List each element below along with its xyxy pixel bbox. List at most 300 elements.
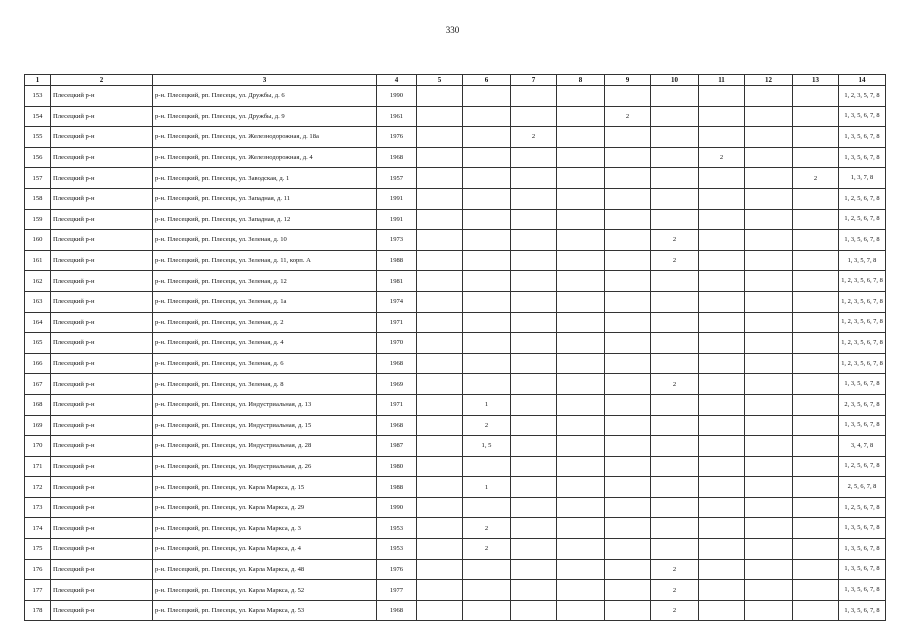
col-13-cell xyxy=(793,271,839,292)
col-11-cell xyxy=(699,168,745,189)
col-9-cell xyxy=(605,477,651,498)
col-5-cell xyxy=(417,518,463,539)
col-10-cell xyxy=(651,415,699,436)
row-number-cell: 169 xyxy=(25,415,51,436)
col-6-cell xyxy=(463,168,511,189)
col-13-cell xyxy=(793,415,839,436)
table-row xyxy=(25,230,886,251)
col-8-cell xyxy=(557,188,605,209)
col-10-cell xyxy=(651,291,699,312)
row-number-cell: 164 xyxy=(25,312,51,333)
table-row xyxy=(25,497,886,518)
table-row xyxy=(25,250,886,271)
col-9-cell xyxy=(605,250,651,271)
col-5-cell xyxy=(417,230,463,251)
table-row xyxy=(25,580,886,601)
col-10-cell xyxy=(651,106,699,127)
col-13-cell xyxy=(793,188,839,209)
col-12-cell xyxy=(745,374,793,395)
col-5-cell xyxy=(417,188,463,209)
col-10-cell xyxy=(651,436,699,457)
col-10-cell xyxy=(651,394,699,415)
col-6-cell xyxy=(463,580,511,601)
table-row xyxy=(25,436,886,457)
col-10-cell xyxy=(651,209,699,230)
table-row xyxy=(25,600,886,621)
col-12-cell xyxy=(745,250,793,271)
col-13-cell xyxy=(793,291,839,312)
district-cell: Плесецкий р-н xyxy=(51,250,153,271)
district-cell: Плесецкий р-н xyxy=(51,456,153,477)
district-cell: Плесецкий р-н xyxy=(51,127,153,148)
col-8-cell xyxy=(557,394,605,415)
col-10-cell xyxy=(651,147,699,168)
column-header: 3 xyxy=(153,75,377,86)
address-cell: р-н. Плесецкий, рп. Плесецк, ул. Зеленая, д. 11, корп. А xyxy=(153,250,377,271)
col-6-cell xyxy=(463,600,511,621)
col-12-cell xyxy=(745,539,793,560)
row-number-cell: 170 xyxy=(25,436,51,457)
district-cell: Плесецкий р-н xyxy=(51,147,153,168)
col-8-cell xyxy=(557,374,605,395)
col-9-cell: 2 xyxy=(605,106,651,127)
address-cell: р-н. Плесецкий, рп. Плесецк, ул. Карла Маркса, д. 53 xyxy=(153,600,377,621)
row-number-cell: 161 xyxy=(25,250,51,271)
col-9-cell xyxy=(605,168,651,189)
district-cell: Плесецкий р-н xyxy=(51,539,153,560)
col-12-cell xyxy=(745,518,793,539)
col-12-cell xyxy=(745,333,793,354)
col-11-cell xyxy=(699,518,745,539)
year-cell: 1968 xyxy=(377,353,417,374)
col-7-cell xyxy=(511,436,557,457)
col-8-cell xyxy=(557,497,605,518)
table-row xyxy=(25,127,886,148)
address-cell: р-н. Плесецкий, рп. Плесецк, ул. Карла Маркса, д. 4 xyxy=(153,539,377,560)
col-8-cell xyxy=(557,86,605,107)
row-number-cell: 153 xyxy=(25,86,51,107)
col-9-cell xyxy=(605,86,651,107)
col-6-cell xyxy=(463,353,511,374)
col-9-cell xyxy=(605,127,651,148)
district-cell: Плесецкий р-н xyxy=(51,436,153,457)
year-cell: 1970 xyxy=(377,333,417,354)
row-number-cell: 158 xyxy=(25,188,51,209)
year-cell: 1977 xyxy=(377,580,417,601)
address-cell: р-н. Плесецкий, рп. Плесецк, ул. Индустриальная, д. 13 xyxy=(153,394,377,415)
codes-cell: 1, 2, 3, 5, 6, 7, 8 xyxy=(839,353,886,374)
table-row xyxy=(25,106,886,127)
year-cell: 1968 xyxy=(377,415,417,436)
col-9-cell xyxy=(605,271,651,292)
col-7-cell xyxy=(511,312,557,333)
table-row xyxy=(25,147,886,168)
year-cell: 1991 xyxy=(377,209,417,230)
column-header: 2 xyxy=(51,75,153,86)
col-6-cell: 1 xyxy=(463,477,511,498)
col-7-cell xyxy=(511,86,557,107)
column-header: 12 xyxy=(745,75,793,86)
col-5-cell xyxy=(417,580,463,601)
table-row xyxy=(25,312,886,333)
table-row xyxy=(25,415,886,436)
col-6-cell xyxy=(463,374,511,395)
col-7-cell xyxy=(511,497,557,518)
address-cell: р-н. Плесецкий, рп. Плесецк, ул. Дружбы, д. 9 xyxy=(153,106,377,127)
col-13-cell xyxy=(793,518,839,539)
year-cell: 1981 xyxy=(377,271,417,292)
col-10-cell: 2 xyxy=(651,230,699,251)
district-cell: Плесецкий р-н xyxy=(51,271,153,292)
col-12-cell xyxy=(745,147,793,168)
row-number-cell: 157 xyxy=(25,168,51,189)
row-number-cell: 159 xyxy=(25,209,51,230)
col-5-cell xyxy=(417,394,463,415)
col-6-cell xyxy=(463,333,511,354)
codes-cell: 1, 3, 7, 8 xyxy=(839,168,886,189)
col-6-cell: 2 xyxy=(463,539,511,560)
col-11-cell xyxy=(699,312,745,333)
col-8-cell xyxy=(557,333,605,354)
col-12-cell xyxy=(745,86,793,107)
col-8-cell xyxy=(557,539,605,560)
row-number-cell: 160 xyxy=(25,230,51,251)
col-5-cell xyxy=(417,86,463,107)
col-10-cell xyxy=(651,477,699,498)
col-11-cell xyxy=(699,106,745,127)
table-row xyxy=(25,168,886,189)
col-11-cell xyxy=(699,230,745,251)
col-6-cell xyxy=(463,127,511,148)
district-cell: Плесецкий р-н xyxy=(51,106,153,127)
year-cell: 1987 xyxy=(377,436,417,457)
col-7-cell xyxy=(511,600,557,621)
table-row xyxy=(25,394,886,415)
col-9-cell xyxy=(605,539,651,560)
year-cell: 1961 xyxy=(377,106,417,127)
col-7-cell xyxy=(511,271,557,292)
address-cell: р-н. Плесецкий, рп. Плесецк, ул. Зеленая, д. 2 xyxy=(153,312,377,333)
table-row xyxy=(25,539,886,560)
col-10-cell xyxy=(651,518,699,539)
col-6-cell xyxy=(463,209,511,230)
col-10-cell xyxy=(651,188,699,209)
address-cell: р-н. Плесецкий, рп. Плесецк, ул. Зеленая, д. 10 xyxy=(153,230,377,251)
table-body xyxy=(25,86,886,621)
col-5-cell xyxy=(417,477,463,498)
col-8-cell xyxy=(557,518,605,539)
col-5-cell xyxy=(417,353,463,374)
row-number-cell: 173 xyxy=(25,497,51,518)
year-cell: 1990 xyxy=(377,86,417,107)
col-5-cell xyxy=(417,539,463,560)
column-header: 13 xyxy=(793,75,839,86)
district-cell: Плесецкий р-н xyxy=(51,477,153,498)
col-5-cell xyxy=(417,436,463,457)
district-cell: Плесецкий р-н xyxy=(51,168,153,189)
codes-cell: 1, 2, 5, 6, 7, 8 xyxy=(839,456,886,477)
row-number-cell: 156 xyxy=(25,147,51,168)
district-cell: Плесецкий р-н xyxy=(51,209,153,230)
col-9-cell xyxy=(605,333,651,354)
col-7-cell xyxy=(511,539,557,560)
col-11-cell xyxy=(699,394,745,415)
col-9-cell xyxy=(605,456,651,477)
address-cell: р-н. Плесецкий, рп. Плесецк, ул. Западная, д. 12 xyxy=(153,209,377,230)
district-cell: Плесецкий р-н xyxy=(51,333,153,354)
col-7-cell xyxy=(511,209,557,230)
table-row xyxy=(25,353,886,374)
codes-cell: 1, 3, 5, 6, 7, 8 xyxy=(839,415,886,436)
column-header: 6 xyxy=(463,75,511,86)
col-11-cell xyxy=(699,600,745,621)
col-6-cell xyxy=(463,250,511,271)
column-header: 1 xyxy=(25,75,51,86)
col-9-cell xyxy=(605,580,651,601)
col-5-cell xyxy=(417,497,463,518)
col-13-cell xyxy=(793,230,839,251)
year-cell: 1988 xyxy=(377,250,417,271)
col-8-cell xyxy=(557,436,605,457)
col-7-cell xyxy=(511,477,557,498)
address-cell: р-н. Плесецкий, рп. Плесецк, ул. Зеленая, д. 8 xyxy=(153,374,377,395)
col-12-cell xyxy=(745,580,793,601)
col-5-cell xyxy=(417,374,463,395)
col-5-cell xyxy=(417,333,463,354)
col-6-cell xyxy=(463,147,511,168)
col-12-cell xyxy=(745,436,793,457)
address-cell: р-н. Плесецкий, рп. Плесецк, ул. Зеленая, д. 4 xyxy=(153,333,377,354)
codes-cell: 1, 2, 3, 5, 6, 7, 8 xyxy=(839,312,886,333)
table-row xyxy=(25,271,886,292)
col-8-cell xyxy=(557,127,605,148)
address-cell: р-н. Плесецкий, рп. Плесецк, ул. Карла Маркса, д. 15 xyxy=(153,477,377,498)
col-11-cell xyxy=(699,374,745,395)
col-13-cell xyxy=(793,353,839,374)
col-13-cell xyxy=(793,600,839,621)
year-cell: 1990 xyxy=(377,497,417,518)
col-7-cell xyxy=(511,168,557,189)
col-13-cell xyxy=(793,86,839,107)
col-8-cell xyxy=(557,456,605,477)
col-6-cell xyxy=(463,497,511,518)
col-12-cell xyxy=(745,559,793,580)
codes-cell: 2, 5, 6, 7, 8 xyxy=(839,477,886,498)
col-12-cell xyxy=(745,106,793,127)
col-9-cell xyxy=(605,415,651,436)
col-12-cell xyxy=(745,168,793,189)
codes-cell: 1, 3, 5, 6, 7, 8 xyxy=(839,127,886,148)
row-number-cell: 166 xyxy=(25,353,51,374)
district-cell: Плесецкий р-н xyxy=(51,291,153,312)
district-cell: Плесецкий р-н xyxy=(51,394,153,415)
year-cell: 1969 xyxy=(377,374,417,395)
col-10-cell xyxy=(651,353,699,374)
col-7-cell: 2 xyxy=(511,127,557,148)
column-header: 8 xyxy=(557,75,605,86)
col-11-cell xyxy=(699,291,745,312)
row-number-cell: 162 xyxy=(25,271,51,292)
col-13-cell xyxy=(793,559,839,580)
district-cell: Плесецкий р-н xyxy=(51,86,153,107)
codes-cell: 1, 3, 5, 6, 7, 8 xyxy=(839,559,886,580)
year-cell: 1973 xyxy=(377,230,417,251)
col-12-cell xyxy=(745,271,793,292)
col-10-cell xyxy=(651,271,699,292)
col-7-cell xyxy=(511,456,557,477)
row-number-cell: 178 xyxy=(25,600,51,621)
col-5-cell xyxy=(417,291,463,312)
col-12-cell xyxy=(745,394,793,415)
col-6-cell xyxy=(463,86,511,107)
year-cell: 1988 xyxy=(377,477,417,498)
col-5-cell xyxy=(417,559,463,580)
col-5-cell xyxy=(417,250,463,271)
district-cell: Плесецкий р-н xyxy=(51,230,153,251)
col-13-cell xyxy=(793,127,839,148)
col-11-cell xyxy=(699,353,745,374)
col-10-cell: 2 xyxy=(651,250,699,271)
col-7-cell xyxy=(511,415,557,436)
table-row xyxy=(25,477,886,498)
col-11-cell xyxy=(699,333,745,354)
col-9-cell xyxy=(605,312,651,333)
col-10-cell xyxy=(651,168,699,189)
col-8-cell xyxy=(557,106,605,127)
col-13-cell xyxy=(793,394,839,415)
codes-cell: 1, 2, 3, 5, 6, 7, 8 xyxy=(839,333,886,354)
column-header: 5 xyxy=(417,75,463,86)
year-cell: 1976 xyxy=(377,559,417,580)
table-row xyxy=(25,374,886,395)
table-row xyxy=(25,518,886,539)
col-9-cell xyxy=(605,497,651,518)
table-row xyxy=(25,209,886,230)
col-11-cell: 2 xyxy=(699,147,745,168)
col-7-cell xyxy=(511,518,557,539)
col-8-cell xyxy=(557,271,605,292)
district-cell: Плесецкий р-н xyxy=(51,600,153,621)
col-6-cell: 1 xyxy=(463,394,511,415)
col-13-cell xyxy=(793,374,839,395)
col-10-cell xyxy=(651,127,699,148)
row-number-cell: 174 xyxy=(25,518,51,539)
row-number-cell: 154 xyxy=(25,106,51,127)
col-13-cell xyxy=(793,477,839,498)
codes-cell: 1, 3, 5, 7, 8 xyxy=(839,250,886,271)
year-cell: 1976 xyxy=(377,127,417,148)
row-number-cell: 165 xyxy=(25,333,51,354)
col-11-cell xyxy=(699,415,745,436)
col-12-cell xyxy=(745,312,793,333)
col-11-cell xyxy=(699,188,745,209)
address-cell: р-н. Плесецкий, рп. Плесецк, ул. Железнодорожная, д. 18а xyxy=(153,127,377,148)
col-6-cell xyxy=(463,230,511,251)
codes-cell: 1, 3, 5, 6, 7, 8 xyxy=(839,580,886,601)
district-cell: Плесецкий р-н xyxy=(51,353,153,374)
row-number-cell: 175 xyxy=(25,539,51,560)
codes-cell: 1, 3, 5, 6, 7, 8 xyxy=(839,539,886,560)
column-header: 7 xyxy=(511,75,557,86)
col-9-cell xyxy=(605,209,651,230)
col-8-cell xyxy=(557,230,605,251)
row-number-cell: 167 xyxy=(25,374,51,395)
col-13-cell xyxy=(793,580,839,601)
codes-cell: 1, 3, 5, 6, 7, 8 xyxy=(839,230,886,251)
address-cell: р-н. Плесецкий, рп. Плесецк, ул. Индустриальная, д. 15 xyxy=(153,415,377,436)
page-number: 330 xyxy=(445,25,460,35)
year-cell: 1991 xyxy=(377,188,417,209)
col-10-cell: 2 xyxy=(651,600,699,621)
col-13-cell xyxy=(793,250,839,271)
year-cell: 1968 xyxy=(377,147,417,168)
address-cell: р-н. Плесецкий, рп. Плесецк, ул. Дружбы, д. 6 xyxy=(153,86,377,107)
column-header: 10 xyxy=(651,75,699,86)
address-cell: р-н. Плесецкий, рп. Плесецк, ул. Индустриальная, д. 28 xyxy=(153,436,377,457)
col-7-cell xyxy=(511,230,557,251)
col-9-cell xyxy=(605,600,651,621)
address-cell: р-н. Плесецкий, рп. Плесецк, ул. Карла Маркса, д. 29 xyxy=(153,497,377,518)
col-6-cell xyxy=(463,106,511,127)
col-9-cell xyxy=(605,394,651,415)
table-row xyxy=(25,188,886,209)
col-9-cell xyxy=(605,291,651,312)
col-5-cell xyxy=(417,312,463,333)
col-10-cell: 2 xyxy=(651,580,699,601)
address-cell: р-н. Плесецкий, рп. Плесецк, ул. Индустриальная, д. 26 xyxy=(153,456,377,477)
col-7-cell xyxy=(511,580,557,601)
col-13-cell xyxy=(793,147,839,168)
col-5-cell xyxy=(417,106,463,127)
col-11-cell xyxy=(699,559,745,580)
year-cell: 1971 xyxy=(377,312,417,333)
column-header: 14 xyxy=(839,75,886,86)
col-9-cell xyxy=(605,518,651,539)
address-cell: р-н. Плесецкий, рп. Плесецк, ул. Заводская, д. 1 xyxy=(153,168,377,189)
col-12-cell xyxy=(745,127,793,148)
col-11-cell xyxy=(699,127,745,148)
district-cell: Плесецкий р-н xyxy=(51,580,153,601)
col-8-cell xyxy=(557,477,605,498)
col-8-cell xyxy=(557,312,605,333)
col-5-cell xyxy=(417,456,463,477)
district-cell: Плесецкий р-н xyxy=(51,374,153,395)
col-9-cell xyxy=(605,230,651,251)
col-8-cell xyxy=(557,559,605,580)
col-8-cell xyxy=(557,415,605,436)
col-8-cell xyxy=(557,168,605,189)
codes-cell: 1, 3, 5, 6, 7, 8 xyxy=(839,106,886,127)
col-5-cell xyxy=(417,271,463,292)
col-7-cell xyxy=(511,147,557,168)
table-row xyxy=(25,333,886,354)
col-7-cell xyxy=(511,374,557,395)
col-9-cell xyxy=(605,436,651,457)
col-8-cell xyxy=(557,600,605,621)
row-number-cell: 176 xyxy=(25,559,51,580)
col-11-cell xyxy=(699,209,745,230)
year-cell: 1953 xyxy=(377,539,417,560)
row-number-cell: 155 xyxy=(25,127,51,148)
col-10-cell xyxy=(651,456,699,477)
col-11-cell xyxy=(699,86,745,107)
col-7-cell xyxy=(511,250,557,271)
district-cell: Плесецкий р-н xyxy=(51,312,153,333)
col-6-cell: 2 xyxy=(463,415,511,436)
district-cell: Плесецкий р-н xyxy=(51,188,153,209)
address-cell: р-н. Плесецкий, рп. Плесецк, ул. Железнодорожная, д. 4 xyxy=(153,147,377,168)
col-12-cell xyxy=(745,415,793,436)
